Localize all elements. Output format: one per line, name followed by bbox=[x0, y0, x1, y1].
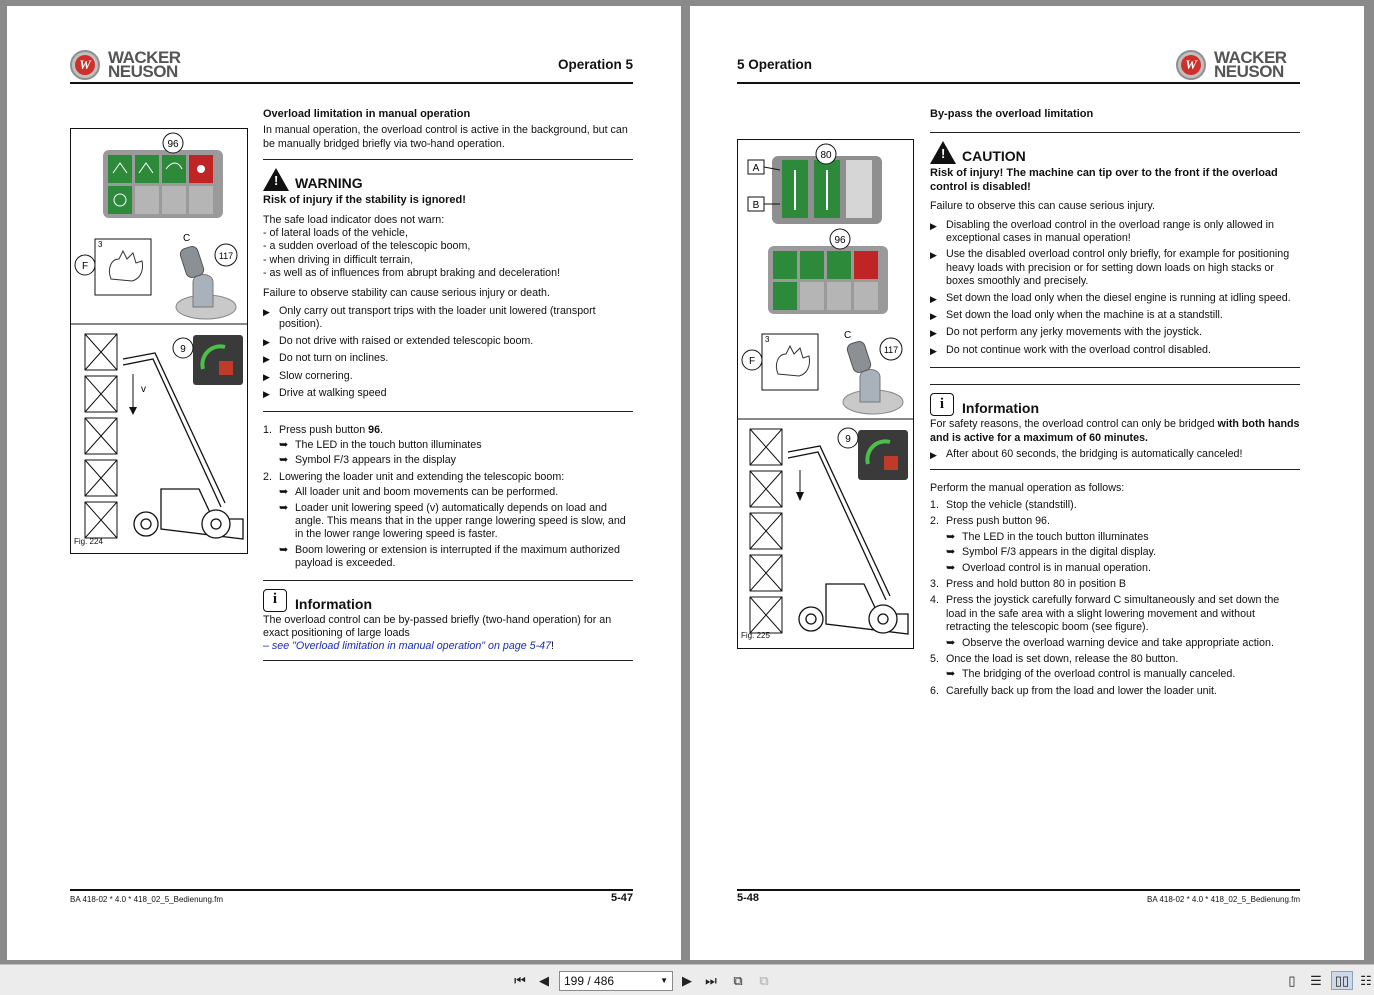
svg-text:9: 9 bbox=[180, 344, 186, 355]
caution-header: ! CAUTION bbox=[930, 141, 1300, 164]
footer-doc-id: BA 418-02 * 4.0 * 418_02_5_Bedienung.fm bbox=[70, 895, 224, 904]
page-header-title: 5 Operation bbox=[737, 57, 813, 72]
viewer-toolbar bbox=[0, 964, 1374, 995]
two-page-view-icon[interactable]: ▯▯ bbox=[1331, 971, 1353, 990]
figure-224 bbox=[70, 128, 248, 554]
info-body: The overload control can be by-passed briefly (two-hand operation) for an exact positioning of large loads bbox=[263, 613, 612, 639]
previous-page-icon[interactable]: ◀ bbox=[539, 972, 549, 988]
svg-text:96: 96 bbox=[834, 235, 846, 246]
first-page-icon[interactable]: ⏮ bbox=[514, 972, 526, 988]
figure-label: Fig. 225 bbox=[741, 631, 770, 640]
section-title: By-pass the overload limitation bbox=[930, 108, 1094, 120]
intro-text: In manual operation, the overload control is active in the background, but can be manually bridged briefly via two-hand operation. bbox=[263, 124, 628, 150]
callout-96: 96 bbox=[167, 139, 179, 150]
wacker-neuson-logo: W WACKER NEUSON bbox=[1176, 50, 1287, 80]
caution-subtitle: Risk of injury! The machine can tip over to the front if the overload control is disabled! bbox=[930, 167, 1278, 193]
svg-text:117: 117 bbox=[883, 345, 899, 355]
warning-header: ! WARNING bbox=[263, 168, 633, 191]
info-icon: i bbox=[263, 589, 287, 612]
caution-failure: Failure to observe this can cause serious injury. bbox=[930, 200, 1155, 213]
svg-text:C: C bbox=[844, 330, 852, 341]
forward-view-icon[interactable]: ⧉ bbox=[759, 972, 769, 988]
svg-text:C: C bbox=[183, 233, 191, 244]
figure-225 bbox=[737, 139, 914, 649]
steps-list: 1. Stop the vehicle (standstill). 2. Press push button 96. ➥ The LED in the touch button illuminates ➥ Symbol F/3 appears in the digital display. ➥ Overload control is in manual operation. 3. Press and hold button 80 in position B 4. Press the joystick carefully forward C simultaneously and set down the load in the safe area with a slight lowering movement and without retracting the telescopic boom (see figure). ➥ Observe the overload warning device and take appropriate action. 5. Once the load is set down, release the 80 button. ➥ The bridging of the overload control is manually canceled. 6. Carefully back up from the load and lower the loader unit. bbox=[930, 498, 1280, 697]
figure-label: Fig. 224 bbox=[74, 537, 103, 546]
svg-text:3: 3 bbox=[98, 240, 103, 249]
svg-text:A: A bbox=[752, 163, 760, 174]
warning-icon bbox=[263, 168, 289, 191]
steps-list: 1. Press push button 96. ➥ The LED in the touch button illuminates ➥ Symbol F/3 appears in the display 2. Lowering the loader unit and extending the telescopic boom: ➥ All loader unit and boom movements can be performed. ➥ Loader unit lowering speed (v) automatically depends on load and angle. This means that in the upper range lowering speed is slow, and in the lower range lowering speed is faster. ➥ Boom lowering or extension is interrupted if the maximum authorized payload is exceeded. bbox=[263, 423, 626, 570]
page-right bbox=[690, 6, 1364, 960]
warning-subtitle: Risk of injury if the stability is ignored! bbox=[263, 194, 466, 207]
right-content: By-pass the overload limitation ! CAUTION Risk of injury! The machine can tip over to the front if the overload control is disabled! Failure to observe this can cause serious injury. ▶ Disabling the overload control in the overload range is only allowed in exceptional cases in manual operation! ▶ Use the disabled overload control only briefly, for example for positioning heavy loads with precision or for setting down loads on high stacks or boxes smoothly and precisely. ▶ Set down the load only when the diesel engine is running at idling speed. ▶ Set down the load only when the machine is at a standstill. ▶ Do not perform any jerky movements with the joystick. ▶ Do not continue work with the overload control disabled. i Information For safety reasons, the overload control can only be bridged with both hands and is active for a maximum of 60 minutes. ▶ After about 60 seconds, the bridging is automatically canceled! Perform the manual operation as follows: 1. Stop the vehicle (standstill). 2. Press push button 96. ➥ The LED in the touch button illuminates ➥ Symbol F/3 appears in the digital display. ➥ Overload control is in manual operation. 3. Press and hold button 80 in position B 4. Press the joystick carefully forward C simultaneously and set down the load in the safe area with a slight lowering movement and without retracting the telescopic boom (see figure). ➥ Observe the overload warning device and take appropriate action. 5. Once the load is set down, release the 80 button. ➥ The bridging of the overload control is manually canceled. 6. Carefully back up from the load and lower the loader unit. bbox=[930, 108, 1300, 698]
info-header: i Information bbox=[263, 589, 633, 612]
last-page-icon[interactable]: ⏭ bbox=[705, 972, 717, 988]
page-number-input[interactable]: 199 / 486 ▼ bbox=[559, 971, 673, 991]
left-content: Overload limitation in manual operation In manual operation, the overload control is active in the background, but can be manually bridged briefly via two-hand operation. ! WARNING Risk of injury if the stability is ignored! The safe load indicator does not warn: - of lateral loads of the vehicle, - a sudden overload of the telescopic boom, - when driving in difficult terrain, - as well as of influences from abrupt braking and deceleration! Failure to observe stability can cause serious injury or death. ▶ Only carry out transport trips with the loader unit lowered (transport position). ▶ Do not drive with raised or extended telescopic boom. ▶ Do not turn on inclines. ▶ Slow cornering. ▶ Drive at walking speed 1. Press push button 96. ➥ The LED in the touch button illuminates ➥ Symbol F/3 appears in the display 2. Lowering the loader unit and extending the telescopic boom: ➥ All loader unit and boom movements can be performed. ➥ Loader unit lowering speed (v) automatically depends on load and angle. This means that in the upper range lowering speed is slow, and in the lower range lowering speed is faster. ➥ Boom lowering or extension is interrupted if the maximum authorized payload is exceeded. i Information The overload control can be by-passed briefly (two-hand operation) for an exact positioning of large loads – see "Overload limitation in manual operation" on page 5-47! bbox=[263, 108, 633, 669]
chevron-down-icon[interactable]: ▼ bbox=[660, 976, 668, 985]
page-header-title: Operation 5 bbox=[557, 57, 633, 72]
caution-icon bbox=[930, 141, 956, 164]
svg-text:9: 9 bbox=[845, 434, 851, 445]
wacker-neuson-logo: W WACKER NEUSON bbox=[70, 50, 181, 80]
continuous-view-icon[interactable]: ☰ bbox=[1310, 972, 1322, 988]
perform-intro: Perform the manual operation as follows: bbox=[930, 481, 1125, 494]
warning-failure: Failure to observe stability can cause serious injury or death. bbox=[263, 286, 550, 299]
single-page-view-icon[interactable]: ▯ bbox=[1288, 972, 1296, 988]
footer-page-number: 5-47 bbox=[610, 892, 633, 904]
footer-doc-id: BA 418-02 * 4.0 * 418_02_5_Bedienung.fm bbox=[1146, 895, 1300, 904]
info-header: i Information bbox=[930, 393, 1300, 416]
page-left bbox=[7, 6, 681, 960]
footer-page-number: 5-48 bbox=[737, 892, 760, 904]
svg-text:F: F bbox=[748, 356, 756, 367]
svg-text:117: 117 bbox=[218, 251, 234, 261]
info-link[interactable]: – see "Overload limitation in manual operation" on page 5-47 bbox=[263, 640, 552, 653]
warning-body: The safe load indicator does not warn: - of lateral loads of the vehicle, - a sudden overload of the telescopic boom, - when driving in difficult terrain, - as well as of influences from abrupt braking and deceleration! bbox=[263, 213, 561, 280]
caution-bullets: ▶ Disabling the overload control in the overload range is only allowed in exceptional cases in manual operation! ▶ Use the disabled overload control only briefly, for example for positioning heavy loads with precision or for setting down loads on high stacks or boxes smoothly and precisely. ▶ Set down the load only when the diesel engine is running at idling speed. ▶ Set down the load only when the machine is at a standstill. ▶ Do not perform any jerky movements with the joystick. ▶ Do not continue work with the overload control disabled. bbox=[930, 218, 1291, 356]
back-view-icon[interactable]: ⧉ bbox=[733, 972, 743, 988]
info-icon: i bbox=[930, 393, 954, 416]
svg-text:F: F bbox=[81, 261, 89, 272]
svg-text:B: B bbox=[752, 200, 760, 211]
svg-text:3: 3 bbox=[765, 335, 770, 344]
svg-text:80: 80 bbox=[820, 150, 832, 161]
svg-text:v: v bbox=[141, 384, 146, 395]
next-page-icon[interactable]: ▶ bbox=[682, 972, 692, 988]
info-body: For safety reasons, the overload control can only be bridged with both hands and is active for a maximum of 60 minutes. bbox=[930, 418, 1300, 444]
warning-bullets: ▶ Only carry out transport trips with the loader unit lowered (transport position). ▶ Do not drive with raised or extended telescopic boom. ▶ Do not turn on inclines. ▶ Slow cornering. ▶ Drive at walking speed bbox=[263, 305, 596, 400]
section-title: Overload limitation in manual operation bbox=[263, 108, 471, 120]
two-page-continuous-view-icon[interactable]: ☷ bbox=[1360, 972, 1372, 988]
